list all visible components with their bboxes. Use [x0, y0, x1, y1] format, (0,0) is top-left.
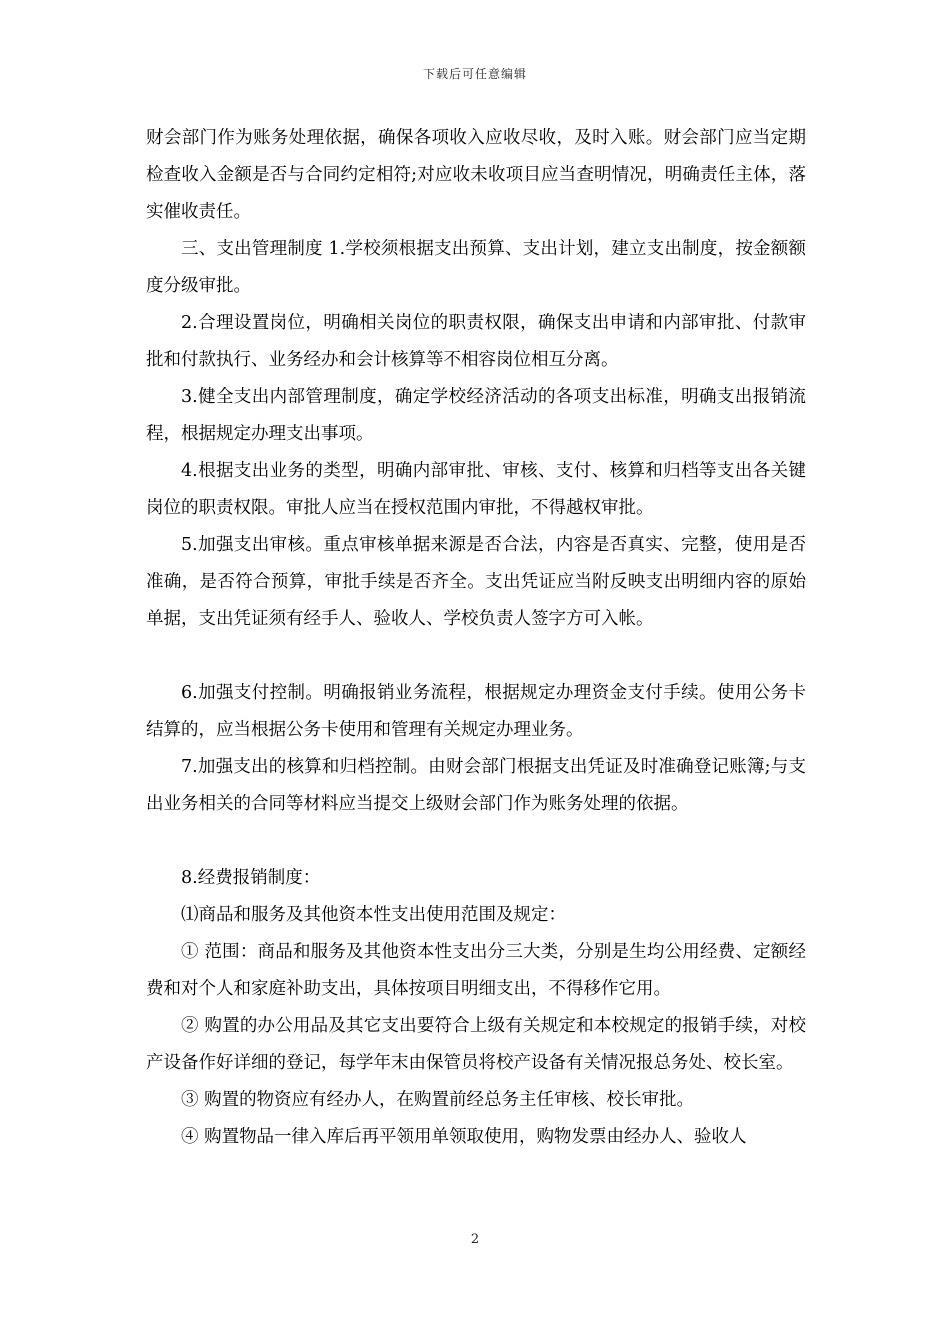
paragraph-item-5: 5.加强支出审核。重点审核单据来源是否合法，内容是否真实、完整，使用是否准确，是否符合预算，审批手续是否齐全。支出凭证应当附反映支出明细内容的原始单据，支出凭证须有经手人、验收人、学校负责人签字方可入帐。 — [146, 535, 806, 629]
blank-line — [146, 823, 806, 860]
page-number: 2 — [470, 1232, 480, 1247]
blank-line — [146, 638, 806, 675]
paragraph-item-7: 7.加强支出的核算和归档控制。由财会部门根据支出凭证及时准确登记账簿;与支出业务相关的合同等材料应当提交上级财会部门作为账务处理的依据。 — [146, 757, 806, 814]
page-header: 下载后可任意编辑 — [422, 67, 527, 81]
paragraph-income-continued: 财会部门作为账务处理依据，确保各项收入应收尽收，及时入账。财会部门应当定期检查收入金额是否与合同约定相符;对应收未收项目应当查明情况，明确责任主体，落实催收责任。 — [146, 128, 806, 222]
paragraph-circled-2: ② 购置的办公用品及其它支出要符合上级有关规定和本校规定的报销手续，对校产设备作好详细的登记，每学年末由保管员将校产设备有关情况报总务处、校长室。 — [146, 1016, 806, 1073]
paragraph-item-4: 4.根据支出业务的类型，明确内部审批、审核、支付、核算和归档等支出各关键岗位的职责权限。审批人应当在授权范围内审批，不得越权审批。 — [146, 461, 806, 518]
paragraph-circled-4: ④ 购置物品一律入库后再平领用单领取使用，购物发票由经办人、验收人 — [181, 1127, 747, 1147]
paragraph-item-6: 6.加强支付控制。明确报销业务流程，根据规定办理资金支付手续。使用公务卡结算的，应当根据公务卡使用和管理有关规定办理业务。 — [146, 683, 806, 740]
paragraph-item-2: 2.合理设置岗位，明确相关岗位的职责权限，确保支出申请和内部审批、付款审批和付款执行、业务经办和会计核算等不相容岗位相互分离。 — [146, 313, 806, 370]
paragraph-circled-3: ③ 购置的物资应有经办人，在购置前经总务主任审核、校长审批。 — [181, 1090, 695, 1110]
paragraph-circled-1: ① 范围：商品和服务及其他资本性支出分三大类，分别是生均公用经费、定额经费和对个人和家庭补助支出，具体按项目明细支出，不得移作它用。 — [146, 942, 806, 999]
paragraph-item-8: 8.经费报销制度： — [181, 868, 321, 888]
document-body — [146, 120, 806, 1156]
paragraph-sub-1: ⑴商品和服务及其他资本性支出使用范围及规定： — [181, 905, 566, 925]
paragraph-item-3: 3.健全支出内部管理制度，确定学校经济活动的各项支出标准，明确支出报销流程，根据规定办理支出事项。 — [146, 387, 806, 444]
paragraph-expenditure-system: 三、支出管理制度 1.学校须根据支出预算、支出计划，建立支出制度，按金额额度分级审批。 — [146, 239, 806, 296]
